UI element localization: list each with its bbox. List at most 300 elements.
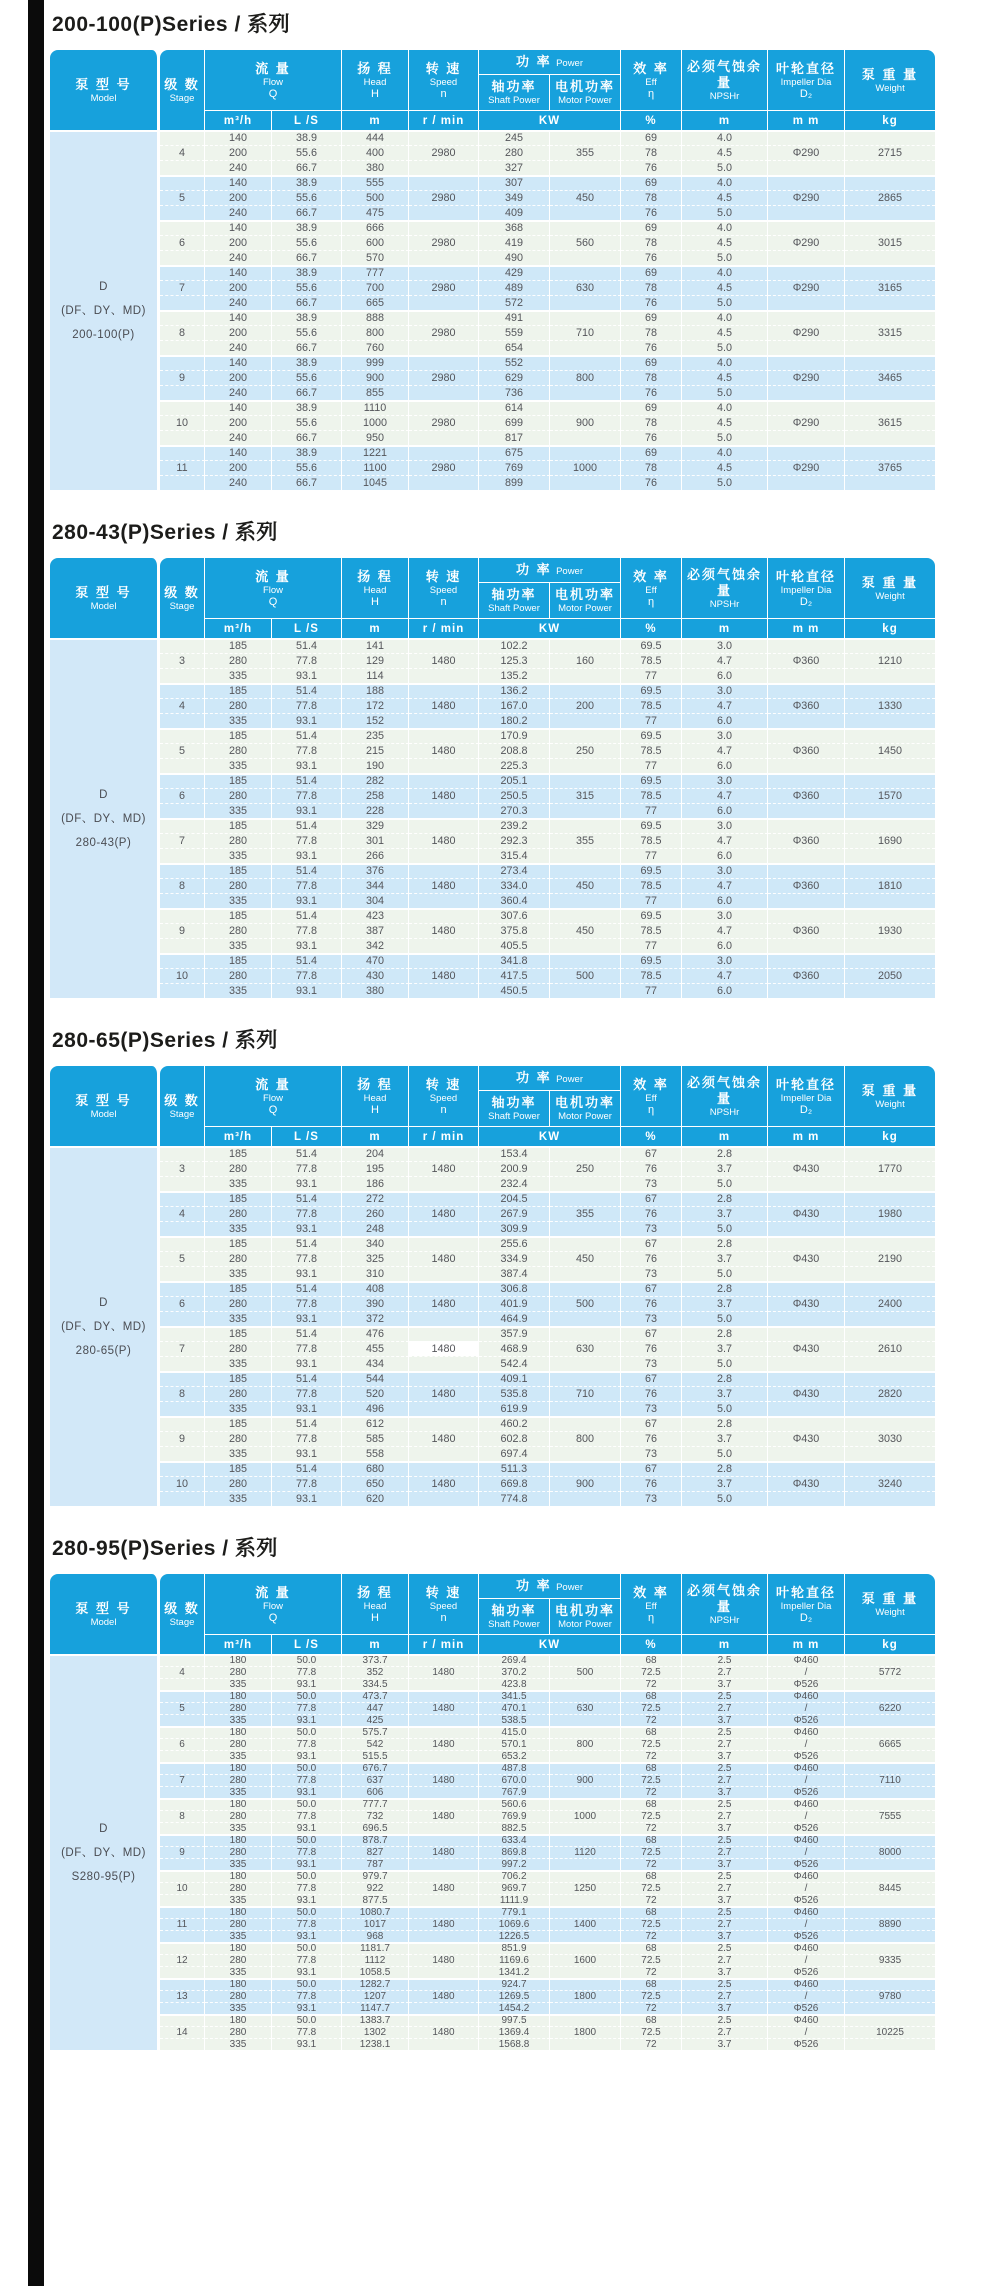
speed-cell: 2980 (409, 460, 479, 475)
eff-cell: 78 (621, 145, 682, 160)
impeller-cell (768, 1371, 845, 1386)
shaft-power-cell: 490 (479, 250, 550, 265)
speed-cell (409, 2038, 479, 2050)
eff-cell: 68 (621, 1942, 682, 1954)
table-row (50, 1714, 935, 1726)
table-row (50, 938, 935, 953)
flow-ls-cell: 66.7 (272, 160, 342, 175)
flow-m3h-cell: 280 (205, 1386, 272, 1401)
flow-m3h-cell: 280 (205, 1810, 272, 1822)
speed-cell (409, 475, 479, 490)
motor-power-cell (550, 2038, 621, 2050)
eff-cell: 68 (621, 1690, 682, 1702)
weight-cell (845, 863, 935, 878)
head-cell: 542 (342, 1738, 409, 1750)
weight-cell (845, 130, 935, 145)
speed-cell (409, 1762, 479, 1774)
flow-m3h-cell: 280 (205, 698, 272, 713)
head-cell: 258 (342, 788, 409, 803)
speed-cell: 1480 (409, 968, 479, 983)
shaft-power-cell: 307 (479, 175, 550, 190)
eff-cell: 76 (621, 295, 682, 310)
shaft-power-cell: 1226.5 (479, 1930, 550, 1942)
motor-power-cell: 1800 (550, 2026, 621, 2038)
flow-m3h-cell: 200 (205, 460, 272, 475)
motor-power-cell (550, 983, 621, 998)
head-cell: 380 (342, 983, 409, 998)
weight-cell (845, 1966, 935, 1978)
stage-cell (160, 1906, 205, 1918)
head-cell: 877.5 (342, 1894, 409, 1906)
flow-m3h-cell: 335 (205, 803, 272, 818)
eff-cell: 72 (621, 1822, 682, 1834)
eff-cell: 69.5 (621, 908, 682, 923)
shaft-power-cell: 779.1 (479, 1906, 550, 1918)
flow-ls-cell: 38.9 (272, 445, 342, 460)
eff-cell: 69 (621, 220, 682, 235)
flow-m3h-cell: 200 (205, 235, 272, 250)
head-cell: 373.7 (342, 1654, 409, 1666)
speed-cell (409, 863, 479, 878)
impeller-cell: / (768, 1774, 845, 1786)
motor-power-cell: 500 (550, 1296, 621, 1311)
eff-cell: 78.5 (621, 968, 682, 983)
npshr-cell: 4.7 (682, 833, 768, 848)
stage-cell (160, 803, 205, 818)
eff-cell: 77 (621, 848, 682, 863)
series-section-280-65 (50, 1028, 935, 1506)
col-header-eff: 效 率 Eff η (621, 1574, 682, 1634)
flow-m3h-cell: 335 (205, 1356, 272, 1371)
unit-speed: r / min (409, 618, 479, 638)
impeller-cell (768, 1236, 845, 1251)
speed-cell (409, 1356, 479, 1371)
weight-cell: 2715 (845, 145, 935, 160)
impeller-cell (768, 1461, 845, 1476)
motor-power-cell (550, 1146, 621, 1161)
stage-cell: 10 (160, 968, 205, 983)
flow-m3h-cell: 180 (205, 1942, 272, 1954)
head-cell: 310 (342, 1266, 409, 1281)
weight-cell (845, 400, 935, 415)
eff-cell: 72.5 (621, 1954, 682, 1966)
flow-m3h-cell: 140 (205, 400, 272, 415)
unit-head: m (342, 618, 409, 638)
flow-ls-cell: 77.8 (272, 2026, 342, 2038)
table-row (50, 1678, 935, 1690)
col-header-head: 扬 程 Head H (342, 1574, 409, 1634)
impeller-cell (768, 863, 845, 878)
stage-cell (160, 1176, 205, 1191)
weight-cell: 3240 (845, 1476, 935, 1491)
flow-ls-cell: 93.1 (272, 1176, 342, 1191)
shaft-power-cell: 245 (479, 130, 550, 145)
eff-cell: 73 (621, 1176, 682, 1191)
head-cell: 260 (342, 1206, 409, 1221)
speed-cell (409, 938, 479, 953)
npshr-cell: 3.7 (682, 1296, 768, 1311)
npshr-cell: 3.7 (682, 1476, 768, 1491)
table-row (50, 445, 935, 460)
eff-cell: 77 (621, 983, 682, 998)
weight-cell (845, 683, 935, 698)
impeller-cell (768, 803, 845, 818)
flow-ls-cell: 93.1 (272, 1401, 342, 1416)
flow-m3h-cell: 335 (205, 2038, 272, 2050)
impeller-cell (768, 1146, 845, 1161)
motor-power-cell (550, 848, 621, 863)
stage-cell (160, 1146, 205, 1161)
stage-cell (160, 1461, 205, 1476)
speed-cell: 1480 (409, 2026, 479, 2038)
col-header-impeller: 叶轮直径 Impeller Dia D₂ (768, 558, 845, 618)
flow-m3h-cell: 335 (205, 1930, 272, 1942)
table-row (50, 1894, 935, 1906)
npshr-cell: 4.0 (682, 265, 768, 280)
eff-cell: 72.5 (621, 1810, 682, 1822)
speed-cell (409, 430, 479, 445)
shaft-power-cell: 125.3 (479, 653, 550, 668)
stage-cell: 6 (160, 788, 205, 803)
shaft-power-cell: 360.4 (479, 893, 550, 908)
eff-cell: 72.5 (621, 1882, 682, 1894)
flow-ls-cell: 77.8 (272, 1161, 342, 1176)
impeller-cell: Φ460 (768, 1870, 845, 1882)
eff-cell: 73 (621, 1356, 682, 1371)
motor-power-cell: 560 (550, 235, 621, 250)
head-cell: 301 (342, 833, 409, 848)
flow-ls-cell: 38.9 (272, 355, 342, 370)
eff-cell: 76 (621, 1251, 682, 1266)
shaft-power-cell: 153.4 (479, 1146, 550, 1161)
npshr-cell: 2.8 (682, 1236, 768, 1251)
eff-cell: 76 (621, 340, 682, 355)
motor-power-cell (550, 818, 621, 833)
spec-table (50, 558, 935, 998)
eff-cell: 69.5 (621, 728, 682, 743)
eff-cell: 77 (621, 893, 682, 908)
motor-power-cell: 1000 (550, 460, 621, 475)
eff-cell: 69 (621, 265, 682, 280)
stage-cell (160, 1221, 205, 1236)
flow-m3h-cell: 185 (205, 1326, 272, 1341)
flow-m3h-cell: 180 (205, 1834, 272, 1846)
shaft-power-cell: 102.2 (479, 638, 550, 653)
head-cell: 434 (342, 1356, 409, 1371)
col-header-model: 泵 型 号 Model (50, 50, 160, 130)
eff-cell: 72.5 (621, 1846, 682, 1858)
impeller-cell (768, 1491, 845, 1506)
impeller-cell (768, 668, 845, 683)
flow-ls-cell: 77.8 (272, 1206, 342, 1221)
speed-cell (409, 250, 479, 265)
weight-cell (845, 818, 935, 833)
table-row (50, 1281, 935, 1296)
stage-cell (160, 205, 205, 220)
speed-cell (409, 953, 479, 968)
spec-table (50, 1066, 935, 1506)
impeller-cell: Φ430 (768, 1251, 845, 1266)
stage-cell: 5 (160, 1702, 205, 1714)
impeller-cell (768, 1401, 845, 1416)
weight-cell (845, 1356, 935, 1371)
speed-cell: 1480 (409, 1206, 479, 1221)
shaft-power-cell: 423.8 (479, 1678, 550, 1690)
stage-cell: 11 (160, 1918, 205, 1930)
flow-ls-cell: 55.6 (272, 415, 342, 430)
impeller-cell: Φ290 (768, 235, 845, 250)
npshr-cell: 2.5 (682, 1870, 768, 1882)
shaft-power-cell: 1169.6 (479, 1954, 550, 1966)
model-cell: D (DF、DY、MD) S280-95(P) (50, 1654, 160, 2050)
head-cell: 612 (342, 1416, 409, 1431)
impeller-cell: Φ526 (768, 1714, 845, 1726)
eff-cell: 67 (621, 1281, 682, 1296)
weight-cell (845, 773, 935, 788)
motor-power-cell (550, 1750, 621, 1762)
speed-cell: 1480 (409, 788, 479, 803)
head-cell: 248 (342, 1221, 409, 1236)
stage-cell (160, 1371, 205, 1386)
motor-power-cell: 200 (550, 698, 621, 713)
eff-cell: 68 (621, 1978, 682, 1990)
impeller-cell: Φ290 (768, 145, 845, 160)
head-cell: 215 (342, 743, 409, 758)
flow-m3h-cell: 335 (205, 1894, 272, 1906)
weight-cell (845, 1930, 935, 1942)
npshr-cell: 3.0 (682, 953, 768, 968)
head-cell: 425 (342, 1714, 409, 1726)
series-table-holder (50, 1066, 935, 1506)
series-section-200-100 (50, 12, 935, 490)
table-row (50, 1296, 935, 1311)
table-row (50, 1221, 935, 1236)
speed-cell (409, 355, 479, 370)
flow-ls-cell: 77.8 (272, 1431, 342, 1446)
stage-cell: 4 (160, 1666, 205, 1678)
unit-eff: % (621, 1634, 682, 1654)
speed-cell: 1480 (409, 1296, 479, 1311)
npshr-cell: 2.5 (682, 1762, 768, 1774)
flow-ls-cell: 93.1 (272, 848, 342, 863)
stage-cell (160, 863, 205, 878)
weight-cell: 3615 (845, 415, 935, 430)
table-row (50, 833, 935, 848)
npshr-cell: 2.7 (682, 1882, 768, 1894)
shaft-power-cell: 1568.8 (479, 2038, 550, 2050)
motor-power-cell (550, 1401, 621, 1416)
shaft-power-cell: 306.8 (479, 1281, 550, 1296)
npshr-cell: 2.7 (682, 1666, 768, 1678)
impeller-cell (768, 445, 845, 460)
flow-ls-cell: 93.1 (272, 983, 342, 998)
npshr-cell: 2.8 (682, 1191, 768, 1206)
shaft-power-cell: 602.8 (479, 1431, 550, 1446)
speed-cell (409, 1822, 479, 1834)
flow-ls-cell: 66.7 (272, 205, 342, 220)
impeller-cell (768, 175, 845, 190)
series-section-280-95 (50, 1536, 935, 2050)
table-row (50, 2038, 935, 2050)
motor-power-cell (550, 1311, 621, 1326)
stage-cell (160, 1678, 205, 1690)
flow-ls-cell: 77.8 (272, 1738, 342, 1750)
stage-cell (160, 983, 205, 998)
head-cell: 680 (342, 1461, 409, 1476)
model-cell: D (DF、DY、MD) 280-65(P) (50, 1146, 160, 1506)
speed-cell: 1480 (409, 1476, 479, 1491)
stage-cell (160, 430, 205, 445)
speed-cell (409, 713, 479, 728)
eff-cell: 78 (621, 190, 682, 205)
impeller-cell: Φ430 (768, 1206, 845, 1221)
col-header-shaft-power: 轴功率 Shaft Power (479, 74, 550, 110)
impeller-cell (768, 908, 845, 923)
npshr-cell: 4.5 (682, 145, 768, 160)
head-cell: 760 (342, 340, 409, 355)
weight-cell: 2400 (845, 1296, 935, 1311)
flow-m3h-cell: 280 (205, 1251, 272, 1266)
npshr-cell: 4.7 (682, 878, 768, 893)
eff-cell: 73 (621, 1491, 682, 1506)
npshr-cell: 4.0 (682, 175, 768, 190)
weight-cell: 1210 (845, 653, 935, 668)
flow-m3h-cell: 240 (205, 430, 272, 445)
npshr-cell: 5.0 (682, 295, 768, 310)
stage-cell: 13 (160, 1990, 205, 2002)
flow-ls-cell: 77.8 (272, 1702, 342, 1714)
flow-ls-cell: 77.8 (272, 788, 342, 803)
impeller-cell (768, 1176, 845, 1191)
shaft-power-cell: 170.9 (479, 728, 550, 743)
speed-cell (409, 1726, 479, 1738)
npshr-cell: 2.7 (682, 1702, 768, 1714)
shaft-power-cell: 1341.2 (479, 1966, 550, 1978)
stage-cell (160, 848, 205, 863)
head-cell: 1058.5 (342, 1966, 409, 1978)
shaft-power-cell: 375.8 (479, 923, 550, 938)
flow-m3h-cell: 280 (205, 1666, 272, 1678)
motor-power-cell: 450 (550, 878, 621, 893)
table-row (50, 400, 935, 415)
head-cell: 188 (342, 683, 409, 698)
speed-cell: 1480 (409, 698, 479, 713)
eff-cell: 72 (621, 1750, 682, 1762)
impeller-cell: Φ430 (768, 1476, 845, 1491)
impeller-cell (768, 848, 845, 863)
impeller-cell: / (768, 1738, 845, 1750)
flow-m3h-cell: 280 (205, 1161, 272, 1176)
head-cell: 515.5 (342, 1750, 409, 1762)
header-row (50, 50, 935, 74)
flow-m3h-cell: 335 (205, 1446, 272, 1461)
weight-cell (845, 668, 935, 683)
flow-m3h-cell: 335 (205, 1266, 272, 1281)
unit-speed: r / min (409, 110, 479, 130)
col-header-stage: 级 数 Stage (160, 50, 205, 130)
flow-m3h-cell: 185 (205, 1371, 272, 1386)
spec-table (50, 50, 935, 490)
flow-m3h-cell: 140 (205, 310, 272, 325)
motor-power-cell (550, 1858, 621, 1870)
flow-m3h-cell: 335 (205, 2002, 272, 2014)
eff-cell: 76 (621, 1161, 682, 1176)
motor-power-cell (550, 1281, 621, 1296)
speed-cell (409, 1266, 479, 1281)
table-row (50, 713, 935, 728)
motor-power-cell (550, 160, 621, 175)
motor-power-cell (550, 1654, 621, 1666)
stage-cell: 10 (160, 415, 205, 430)
motor-power-cell (550, 1491, 621, 1506)
weight-cell (845, 953, 935, 968)
weight-cell: 7110 (845, 1774, 935, 1786)
table-row (50, 2014, 935, 2026)
motor-power-cell (550, 400, 621, 415)
impeller-cell: Φ460 (768, 1798, 845, 1810)
unit-head: m (342, 1634, 409, 1654)
motor-power-cell: 630 (550, 1341, 621, 1356)
flow-m3h-cell: 280 (205, 743, 272, 758)
stage-cell: 4 (160, 698, 205, 713)
eff-cell: 73 (621, 1221, 682, 1236)
unit-eff: % (621, 1126, 682, 1146)
series-title: 280-65(P)Series / 系列 (52, 1029, 278, 1052)
weight-cell (845, 1371, 935, 1386)
eff-cell: 72 (621, 1786, 682, 1798)
eff-cell: 76 (621, 430, 682, 445)
weight-cell (845, 1221, 935, 1236)
stage-cell (160, 818, 205, 833)
flow-m3h-cell: 335 (205, 1858, 272, 1870)
speed-cell (409, 908, 479, 923)
weight-cell (845, 1786, 935, 1798)
head-cell: 855 (342, 385, 409, 400)
shaft-power-cell: 334.0 (479, 878, 550, 893)
shaft-power-cell: 470.1 (479, 1702, 550, 1714)
flow-m3h-cell: 140 (205, 130, 272, 145)
eff-cell: 69 (621, 400, 682, 415)
flow-m3h-cell: 200 (205, 145, 272, 160)
weight-cell (845, 848, 935, 863)
npshr-cell: 2.8 (682, 1371, 768, 1386)
stage-cell (160, 340, 205, 355)
shaft-power-cell: 769.9 (479, 1810, 550, 1822)
shaft-power-cell: 415.0 (479, 1726, 550, 1738)
flow-ls-cell: 77.8 (272, 1810, 342, 1822)
flow-ls-cell: 38.9 (272, 265, 342, 280)
eff-cell: 78.5 (621, 743, 682, 758)
npshr-cell: 3.7 (682, 1894, 768, 1906)
eff-cell: 72 (621, 1858, 682, 1870)
flow-m3h-cell: 280 (205, 2026, 272, 2038)
col-header-flow: 流 量 Flow Q (205, 1574, 342, 1634)
head-cell: 272 (342, 1191, 409, 1206)
weight-cell (845, 728, 935, 743)
npshr-cell: 2.5 (682, 1906, 768, 1918)
flow-ls-cell: 55.6 (272, 145, 342, 160)
head-cell: 922 (342, 1882, 409, 1894)
shaft-power-cell: 560.6 (479, 1798, 550, 1810)
shaft-power-cell: 167.0 (479, 698, 550, 713)
head-cell: 637 (342, 1774, 409, 1786)
table-row (50, 1906, 935, 1918)
speed-cell (409, 1858, 479, 1870)
table-row (50, 668, 935, 683)
stage-cell (160, 265, 205, 280)
impeller-cell (768, 385, 845, 400)
weight-cell (845, 758, 935, 773)
